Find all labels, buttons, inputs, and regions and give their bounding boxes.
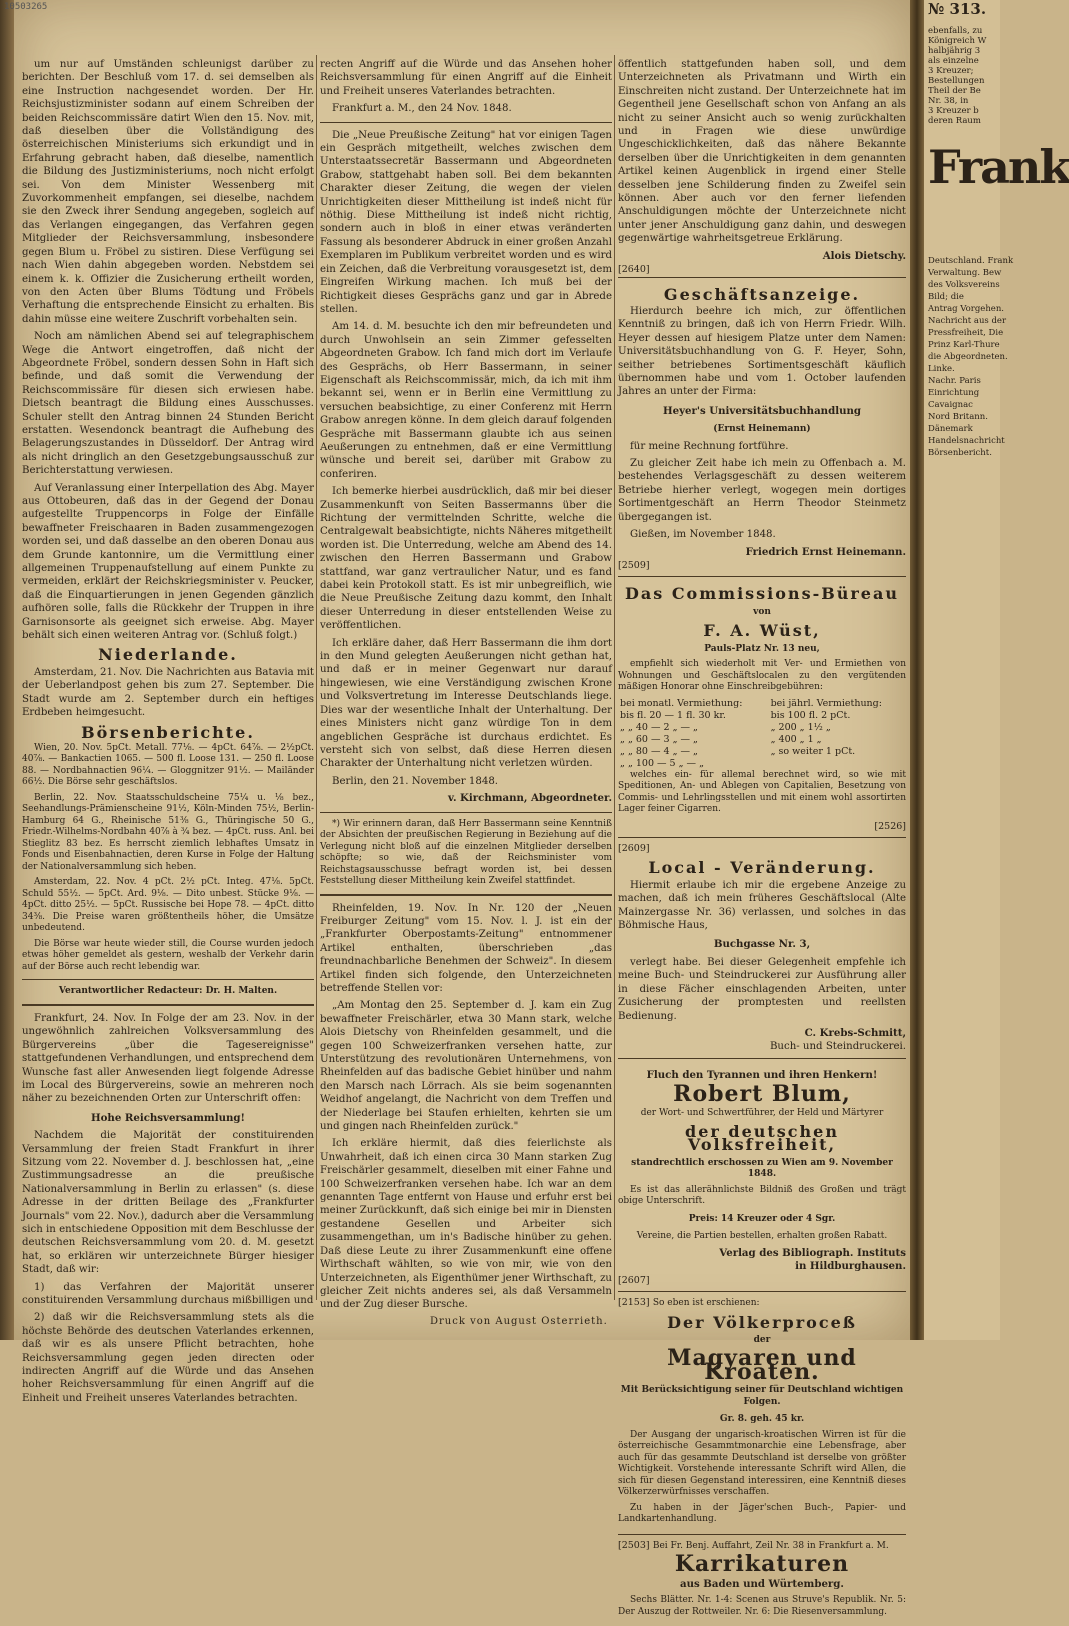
address-heading: Hohe Reichsversammlung! xyxy=(91,1111,245,1124)
table-header: bei jährl. Vermiethung: xyxy=(770,697,882,709)
divider xyxy=(22,979,314,980)
next-line: 3 Kreuzer; xyxy=(928,66,974,76)
article-text: Rheinfelden, 19. Nov. In Nr. 120 der „Neuen Freiburger Zeitung" vom 15. Nov. l. J. ist ein der „Frankfurter Oberpostamts-Zeitung" entnommener Artikel enthalten, überschrieben „das freundnachbarliche Benehmen der Schweiz". In diesem Artikel finden sich folgende, den Unterzeichneten betreffende Stellen vor: xyxy=(320,902,612,994)
ad-sub: der deutschen Volksfreiheit, xyxy=(685,1122,839,1155)
article-text: Amsterdam, 21. Nov. Die Nachrichten aus Batavia mit der Ueberlandpost gehen bis zum 27. September. Die Stadt wurde am 2. September durch ein heftiges Erdbeben heimgesucht. xyxy=(22,666,314,719)
ad-top: So eben ist erschienen: xyxy=(652,1298,760,1309)
dateline: Berlin, den 21. November 1848. xyxy=(332,775,499,787)
ad-text: Hierdurch beehre ich mich, zur öffentlichen Kenntniß zu bringen, daß ich von Herrn Friedr. Wilh. Heyer dessen auf hiesigem Platze unter dem Namen: Universitätsbuchhandlung von G. F. Heyer, Sohn, seither betriebenes Sortimentsgeschäft käuflich übernommen habe und vom 1. October laufenden Jahres an unter der Firma: xyxy=(618,305,906,398)
ad-robert-blum xyxy=(618,1058,906,1291)
table-cell: „ „ 100 — 5 „ — „ xyxy=(620,757,705,769)
next-line: Theil der Be xyxy=(928,86,981,96)
ad-text: Zu gleicher Zeit habe ich mein zu Offenbach a. M. bestehendes Verlagsgeschäft zu dessen weiterem Betriebe hierher verlegt, wogegen mein dortiges Sortimentgeschäft an Herrn Theodor Steinmetz übergegangen ist. xyxy=(618,458,906,523)
ad-local-veraenderung xyxy=(618,837,906,1058)
ad-text: für meine Rechnung fortführe. xyxy=(630,440,789,452)
table-cell xyxy=(769,758,906,770)
divider xyxy=(320,894,612,896)
ad-address: Pauls-Platz Nr. 13 neu, xyxy=(704,643,820,654)
table-cell: „ so weiter 1 pCt. xyxy=(770,745,856,757)
ad-title: der xyxy=(753,1334,771,1345)
ad-sub: standrechtlich erschossen zu Wien am 9. November 1848. xyxy=(631,1157,893,1180)
column-rule xyxy=(316,55,317,1300)
footnote: *) Wir erinnern daran, daß Herr Bassermann seine Kenntniß der Absichten der preußischen Regierung in Beziehung auf die Verlegung nicht bloß auf die einzelnen Mitglieder derselben schöpfte; so wie, daß der Reichsminister vom Reichstagsausschusse befragt worden ist, bei dessen Feststellung dieser Mittheilung kein Zweifel stattfindet. xyxy=(320,818,612,887)
table-cell: „ „ 60 — 3 „ — „ xyxy=(620,733,698,745)
ad-heading: Local - Veränderung. xyxy=(648,858,876,878)
ad-text: Der Ausgang der ungarisch-kroatischen Wirren ist für die österreichische Gesammtmonarchie eine Lebensfrage, aber auch für das gesammte Deutschland ist derselbe von größter Wichtigkeit. Vorstehende interessante Schrift wird Allen, die sich für diesen Gegenstand interessiren, eine Kenntniß dieses Völkerzerwürfnisses verschaffen. xyxy=(618,1429,906,1498)
boerse-text: Die Börse war heute wieder still, die Course wurden jedoch etwas höher gemeldet als gestern, weshalb der Verkehr darin auf der Börse auch recht lebendig war. xyxy=(22,938,314,972)
table-cell: „ „ 80 — 4 „ — „ xyxy=(620,745,698,757)
ad-ref: [2153] xyxy=(618,1297,650,1309)
ad-ref: [2503] xyxy=(618,1539,650,1551)
article-text: Ich erkläre hiermit, daß dies feierlichste als Unwahrheit, daß ich einen circa 30 Mann starken Zug Freischärler gesammelt, dieselben mit einer Fahne und 100 Schweizerfranken versehen habe. Ich war an dem genannten Tage entfernt von Hause und erfuhr erst bei meiner Zurückkunft, daß sich einige bei mir in Diensten gestandene Gesellen und Arbeiter sich zusammengethan, um in's Badische hinüber zu gehen. Daß diese Leute zu ihrer Zusammenkunft eine offene Wirthschaft wählten, so wie von mir, wie von den Unterzeichneten, als Eigenthümer jener Wirthschaft, zu gleicher Zeit nichts anderes sei, als daß Versammeln und der Zug dieser Bursche. xyxy=(320,1138,612,1311)
ad-heading: Geschäftsanzeige. xyxy=(663,284,861,304)
ad-title: Karrikaturen xyxy=(674,1551,850,1578)
ad-signature-sub: Buch- und Steindruckerei. xyxy=(769,1041,906,1053)
ad-sub: aus Baden und Würtemberg. xyxy=(680,1577,844,1590)
ad-von: von xyxy=(753,606,771,617)
next-line: Königreich W xyxy=(928,36,987,46)
next-line: Verwaltung. Bew xyxy=(928,268,1002,278)
divider xyxy=(22,1004,314,1006)
next-line: Einrichtung xyxy=(928,388,980,398)
article-text: Auf Veranlassung einer Interpellation des Abg. Mayer aus Ottobeuren, daß das in der Gegend der Donau aufgestellte Truppencorps in Folge der Einfälle bewaffneter Freischaaren in Baden zusammengezogen worden sei, und daß dasselbe an den oberen Donau aus dem Grunde kantonnire, um die Vermittlung einer allgemeinen Truppenaufstellung auf einem Punkte zu vermeiden, erklärt der Reichskriegsminister v. Peucker, daß die Einquartierungen in jenen Gegenden gänzlich aufhören solle, falls die Rückkehr der Truppen in ihre Garnisonsorte als geeignet sich erweise. Abg. Mayer behält sich einen weiteren Antrag vor. (Schluß folgt.) xyxy=(22,482,314,642)
article-text: Frankfurt, 24. Nov. In Folge der am 23. Nov. in der ungewöhnlich zahlreichen Volksversammlung des Bürgervereins „über die Tagesereignisse" stattgefundenen Verhandlungen, und entsprechend dem Wunsche fast aller Anwesenden liegt folgende Adresse im Local des Bürgervereins, sowie an mehreren noch näher zu bezeichnenden Orten zur Unterschrift offen: xyxy=(22,1012,315,1105)
article-text: Ich bemerke hierbei ausdrücklich, daß mir bei dieser Zusammenkunft von Seiten Bassermanns über die Richtung der vermittelnden Schritte, welche die Centralgewalt beabsichtigte, nichts Näheres mitgetheilt worden ist. Die Unterredung, welche am Abend des 14. zwischen den Herren Bassermann und Grabow stattfand, war ganz vertraulicher Natur, und es fand dabei kein Protokoll statt. Es ist mir unbegreiflich, wie die Neue Preußische Zeitung dazu kommt, den Inhalt dieser Unterredung in dieser entstellenden Weise zu veröffentlichen. xyxy=(320,486,612,632)
next-line: Börsenbericht. xyxy=(928,448,992,458)
table-cell: bis 100 fl. 2 pCt. xyxy=(770,709,851,721)
column-3 xyxy=(618,58,906,1617)
ad-text: Es ist das allerähnlichste Bildniß des Großen und trägt obige Unterschrift. xyxy=(618,1184,906,1207)
next-line: 3 Kreuzer b xyxy=(928,106,979,116)
article-text: Die „Neue Preußische Zeitung" hat vor einigen Tagen ein Gespräch mitgetheilt, welches zwischen dem Unterstaatssecretär Bassermann und Abgeordneten Grabow, stattgehabt haben soll. Bei dem bekannten Charakter dieser Zeitung, die wegen der vielen Unrichtigkeiten dieser Mittheilung ist indeß nicht für nöthig. Diese Mittheilung ist indeß nicht richtig, sondern auch in bloß in einer etwas veränderten Fassung als besonderer Abdruck in einer großen Anzahl Exemplaren im Publikum verbreitet worden und es wird ein Zeichen, daß die Verbreitung vorausgesetzt ist, dem Eingreifen Wirkung machen. Ich muß bei der Richtigkeit dieses Gesprächs ganz und gar in Abrede stellen. xyxy=(320,129,612,315)
ad-tagline: Fluch den Tyrannen und ihren Henkern! xyxy=(646,1068,878,1081)
ad-publisher: in Hildburghausen. xyxy=(795,1260,906,1273)
issue-number: № 313. xyxy=(928,0,987,18)
ad-place: Gießen, im November 1848. xyxy=(630,529,776,541)
next-line: die Abgeordneten. xyxy=(928,352,1008,362)
table-row xyxy=(618,746,906,758)
ad-text: verlegt habe. Bei dieser Gelegenheit empfehle ich meine Buch- und Steindruckerei zur Ausführung aller in diese Fächer einschlagenden Arbeiten, unter Zusicherung der promptesten und reellsten Bedienung. xyxy=(618,956,906,1022)
next-line: Handelsnachricht xyxy=(928,436,1005,446)
table-header-row xyxy=(618,698,906,710)
ad-title: Magyaren und Kroaten. xyxy=(667,1345,857,1385)
ad-firm: Heyer's Universitätsbuchhandlung xyxy=(662,404,862,417)
divider xyxy=(320,812,612,813)
boerse-amsterdam: Amsterdam, 22. Nov. 4 pCt. 2½ pCt. Integ. 47⅛. 5pCt. Schuld 55½. — 5pCt. Ard. 9⅛. — Dito unbest. Stücke 9⅛. — 4pCt. ditto 25½. — 5pCt. Russische bei Hope 78. — 4pCt. ditto 34⅜. Die Preise waren größtentheils höher, die Umsätze unbedeutend. xyxy=(22,877,314,934)
next-line: Nachricht aus der xyxy=(928,316,1007,326)
masthead-title: Frank xyxy=(928,140,1069,194)
table-cell: „ „ 40 — 2 „ — „ xyxy=(620,721,698,733)
table-header: bei monatl. Vermiethung: xyxy=(620,697,743,709)
article-text: 1) das Verfahren der Majorität unserer constituirenden Versammlung durchaus mißbilligen und xyxy=(22,1281,314,1307)
ad-address: Buchgasse Nr. 3, xyxy=(713,938,811,951)
next-line: Dänemark xyxy=(928,424,973,434)
next-line: Nr. 38, in xyxy=(928,96,969,106)
ad-signature: Friedrich Ernst Heinemann. xyxy=(745,545,906,558)
next-line: halbjährig 3 xyxy=(928,46,981,56)
ad-sub: Mit Berücksichtigung seiner für Deutschland wichtigen Folgen. xyxy=(620,1385,904,1407)
next-line: Linke. xyxy=(928,364,955,374)
next-line: Bestellungen xyxy=(928,76,985,86)
table-row xyxy=(618,710,906,722)
ad-text: welches ein- für allemal berechnet wird, so wie mit Speditionen, An- und Ablegen von Capitalien, Besetzung von Commis- und Lehrlingsstellen und mit einem wohl assortirten Lager feiner Cigarren. xyxy=(618,769,906,815)
ad-signature: C. Krebs-Schmitt, xyxy=(804,1026,906,1039)
divider xyxy=(320,122,612,123)
article-text: um nur auf Umständen schleunigst darüber zu berichten. Der Beschluß vom 17. d. sei demselben als eine Instruction nachgesendet worden. Der Hr. Reichsjustizminister sodann auf einem Schreiben der beiden Reichscommissäre datirt Wien den 15. Nov. mit, daß dieselben über die Vollständigung des österreichischen Ministeriums sich erkundigt und in Erfahrung gebracht haben, daß dieselbe, namentlich die Bildung des Justizministeriums, noch nicht erfolgt sei. Von dem Minister Wessenberg mit Zuvorkommenheit empfangen, sei dieselbe, nachdem sie den Zweck ihrer Sendung angegeben, sogleich auf das Verlangen eingegangen, das Verfahren gegen Mitglieder der Reichsversammlung, insbesondere gegen Blum u. Fröbel zu sistiren. Diese Verfügung sei nach Wien dahin abgegeben worden. Nebstdem sei einem k. k. Offizier die Zusicherung ertheilt worden, von den Acten über Blums Tödtung und Fröbels Verhaftung die entsprechende Einsicht zu erhalten. Bis dahin müsse eine weitere Zuschrift vorbehalten sein. xyxy=(22,59,314,325)
ad-commissions-bureau xyxy=(618,576,906,837)
ad-ref: [2509] xyxy=(618,559,650,571)
column-2 xyxy=(320,58,612,1311)
article-text: 2) daß wir die Reichsversammlung stets als die höchste Behörde des deutschen Vaterlandes erkennen, daß wir es als unsere Pflicht betrachten, hohe Reichsversammlung gegen jeden directen oder indirecten Angriff auf die Würde und das Ansehen hoher Reichsversammlung für einen Angriff auf die Einheit und Freiheit unseres Vaterlandes betrachten. xyxy=(22,1312,314,1404)
next-line: des Volksvereins xyxy=(928,280,1000,290)
table-cell: „ 200 „ 1½ „ xyxy=(770,721,831,733)
printer-line: Druck von August Osterrieth. xyxy=(430,1316,608,1327)
next-line: Antrag Vorgehen. xyxy=(928,304,1004,314)
ad-karrikaturen xyxy=(618,1534,906,1626)
signature: Alois Dietschy. xyxy=(822,249,906,262)
next-line: Bild; die xyxy=(928,292,964,302)
ad-top: Bei Fr. Benj. Auffahrt, Zeil Nr. 38 in Frankfurt a. M. xyxy=(652,1540,889,1551)
ad-ref: [2526] xyxy=(874,820,906,832)
table-row xyxy=(618,722,906,734)
ad-title: Der Völkerproceß xyxy=(667,1312,857,1332)
next-page-fragment xyxy=(924,0,1069,1340)
article-text: Ich erkläre daher, daß Herr Bassermann die ihm dort in den Mund gelegten Aeußerungen nicht gethan hat, und daß er in meiner Gegenwart nur darauf hingewiesen, wie eine Verständigung zwischen Krone und Volksvertretung im Interesse Deutschlands liege. Dies war der wesentliche Inhalt der Unterhaltung. Der eines Ministers nicht ganz würdige Ton in dem angeblichen Gespräche ist durchaus erdichtet. Es versteht sich von selbst, daß diese Herren diesen Charakter der Unterhaltung nicht verletzen würden. xyxy=(320,637,612,770)
book-gutter xyxy=(910,0,924,1340)
ad-geschaeftsanzeige xyxy=(618,277,906,577)
ad-firm-sub: (Ernst Heinemann) xyxy=(713,424,811,435)
ad-ref: [2640] xyxy=(618,264,650,276)
ad-heading: Das Commissions-Büreau xyxy=(625,584,899,604)
ad-price: Gr. 8. geh. 45 kr. xyxy=(719,1414,805,1425)
article-text: Noch am nämlichen Abend sei auf telegraphischem Wege die Antwort eingetroffen, daß nicht der Abgeordnete Fröbel, sondern dessen Sohn in Haft sich befinde, und daß somit die Verwendung der Reichscommissäre für diesen sich erwiesen habe. Dietsch beantragt die Bildung eines Ausschusses. Schuler stellt den Antrag binnen 24 Stunden Bericht erstatten. Wesendonck beantragt die Aufhebung des Belagerungszustandes in Düsseldorf. Der Antrag wird als nicht dringlich an den Gesetzgebungsausschuß zur Berichterstattung verwiesen. xyxy=(22,331,314,477)
boerse-wien: Wien, 20. Nov. 5pCt. Metall. 77⅛. — 4pCt. 64⅞. — 2½pCt. 40⅞. — Bankactien 1065. — 500 fl. Loose 131. — 250 fl. Loose 88. — Nordbahnactien 96¼. — Gloggnitzer 91½. — Mailänder 66½. Die Börse sehr geschäftslos. xyxy=(22,742,314,788)
next-line: Cavaignac xyxy=(928,400,973,410)
next-line: Nord Britann. xyxy=(928,412,988,422)
table-cell: bis fl. 20 — 1 fl. 30 kr. xyxy=(620,709,726,721)
article-text: öffentlich stattgefunden haben soll, und dem Unterzeichneten als Privatmann und Wirth ein Einschreiten nicht zustand. Der Unterzeichnete hat im Gegentheil jene Gesellschaft schon von Anfang an als nicht zu seiner Ansicht auch so wenig zurückhalten und in Fragen wie diese unwürdige Ungeschicklichkeiten, daß das nähere Bekannte derselben über die Unrichtigkeiten in dem genannten Artikel keinen Augenblick in irgend einer Stelle desselben jene Schilderung finden zu Zweifel sein können. Aber auch vor den ferner liefenden Anschuldigungen möchte der Unterzeichnete nicht unter jener Anschuldigung ganz dahin, und deswegen gegenwärtige wahrheitsgetreue Erklärung. xyxy=(618,59,906,245)
next-line: ebenfalls, zu xyxy=(928,26,983,36)
ad-text: Sechs Blätter. Nr. 1-4: Scenen aus Struve's Republik. Nr. 5: Der Auszug der Rottweiler. Nr. 6: Die Riesenversammlung. xyxy=(618,1595,906,1617)
ad-text: empfiehlt sich wiederholt mit Ver- und Ermiethen von Wohnungen und Geschäftslocalen zu den vergütenden mäßigen Honorar ohne Einschreibgebühren: xyxy=(618,659,906,693)
next-line: Nachr. Paris xyxy=(928,376,981,386)
boerse-berlin: Berlin, 22. Nov. Staatsschuldscheine 75¼ u. ⅛ bez., Seehandlungs-Prämienscheine 91½, Köln-Minden 75½, Berlin-Hamburg 64 G., Rheinische 51⅜ G., Thüringische 50 G., Friedr.-Wilhelms-Nordbahn 40⅞ à ¾ bez. — 4pCt. russ. Anl. bei Stieglitz 83 bez. Es herrscht ziemlich lebhaftes Umsatz in Fonds und Eisenbahnactien, deren Kurse in Folge der Haltung der Nationalversammlung sich heben. xyxy=(22,792,314,872)
redakteur-line: Verantwortlicher Redacteur: Dr. H. Malten. xyxy=(58,986,278,997)
ad-name: F. A. Wüst, xyxy=(703,621,821,641)
fee-table xyxy=(618,698,906,770)
book-spine xyxy=(0,0,14,1340)
ad-text: Vereine, die Partien bestellen, erhalten großen Rabatt. xyxy=(636,1231,888,1242)
next-line: als einzelne xyxy=(928,56,979,66)
section-heading-niederlande: Niederlande. xyxy=(98,645,238,665)
signature: v. Kirchmann, Abgeordneter. xyxy=(448,792,612,805)
scan-stamp: 10503265 xyxy=(4,2,48,12)
next-line: Prinz Karl-Thure xyxy=(928,340,1000,350)
ad-publisher: Verlag des Bibliograph. Instituts xyxy=(719,1246,906,1259)
article-text: Nachdem die Majorität der constituirenden Versammlung der freien Stadt Frankfurt in ihrer Sitzung vom 22. November d. J. beschlossen hat, „eine Zustimmungsadresse an die preußische Nationalversammlung in Berlin zu erlassen" (s. diese Adresse in der dritten Beilage des „Frankfurter Journals" vom 22. Nov.), dadurch aber die Versammlung sich in entschiedene Opposition mit dem Beschlusse der deutschen Reichsversammlung vom 20. d. M. gesetzt hat, so erklären wir unterzeichnete Bürger hiesiger Stadt, daß wir: xyxy=(22,1130,314,1276)
section-heading-boerse: Börsenberichte. xyxy=(81,722,255,742)
next-line: deren Raum xyxy=(928,116,981,126)
ad-price: Preis: 14 Kreuzer oder 4 Sgr. xyxy=(688,1213,836,1224)
quote-text: „Am Montag den 25. September d. J. kam ein Zug bewaffneter Freischärler, etwa 30 Mann stark, welche Alois Dietschy von Rheinfelden gesammelt, und die gegen 100 Schweizerfranken versehen hatte, zur Unterstützung des revolutionären Unternehmens, von Rheinfelden auf das badische Gebiet hinüber und nahm den Marsch nach Lörrach. Als sie beim sogenannten Weidhof angelangt, die Nachricht von dem Treffen und der Niederlage bei Staufen erhielten, kehrten sie um und gingen nach Rheinfelden zurück." xyxy=(320,1000,612,1133)
ad-sub: der Wort- und Schwertführer, der Held und Märtyrer xyxy=(640,1107,884,1118)
dateline: Frankfurt a. M., den 24 Nov. 1848. xyxy=(332,103,512,115)
table-row xyxy=(618,758,906,770)
ad-voelkerprocess xyxy=(618,1291,906,1534)
article-text: Am 14. d. M. besuchte ich den mir befreundeten und durch Unwohlsein an sein Zimmer gefesselten Abgeordneten Grabow. Ich fand mich dort im Verlaufe des Gesprächs, ob Herr Bassermann, in seiner Eigenschaft als Reichscommissär, mich, da ich mit ihm bekannt sei, wenn er in Berlin eine Vermittlung zu versuchen beabsichtige, zu einer Conferenz mit Herrn Grabow anregen könne. In dem gleich darauf folgenden Gespräche mit Bassermann glaubte ich aus seinen Aeußerungen zu entnehmen, daß er eine Vermittlung wünsche und bereit sei, darüber mit Grabow zu conferiren. xyxy=(320,321,612,480)
table-cell: „ 400 „ 1 „ xyxy=(770,733,822,745)
ad-text: Hiermit erlaube ich mir die ergebene Anzeige zu machen, daß ich mein früheres Geschäftslocal (Alte Mainzergasse Nr. 36) verlassen, und solches in das Böhmische Haus, xyxy=(618,879,906,932)
next-line: Pressfreiheit, Die xyxy=(928,328,1004,338)
ad-name: Robert Blum, xyxy=(673,1081,851,1108)
table-row xyxy=(618,734,906,746)
ad-ref: [2609] xyxy=(618,843,650,855)
article-text: recten Angriff auf die Würde und das Ansehen hoher Reichsversammlung für einen Angriff auf die Einheit und Freiheit unseres Vaterlandes betrachten. xyxy=(320,59,612,97)
ad-ref: [2607] xyxy=(618,1274,650,1286)
next-line: Deutschland. Frank xyxy=(928,256,1014,266)
column-1 xyxy=(22,58,315,1404)
ad-text: Zu haben in der Jäger'schen Buch-, Papier- und Landkartenhandlung. xyxy=(618,1502,906,1525)
column-rule xyxy=(614,55,615,1300)
